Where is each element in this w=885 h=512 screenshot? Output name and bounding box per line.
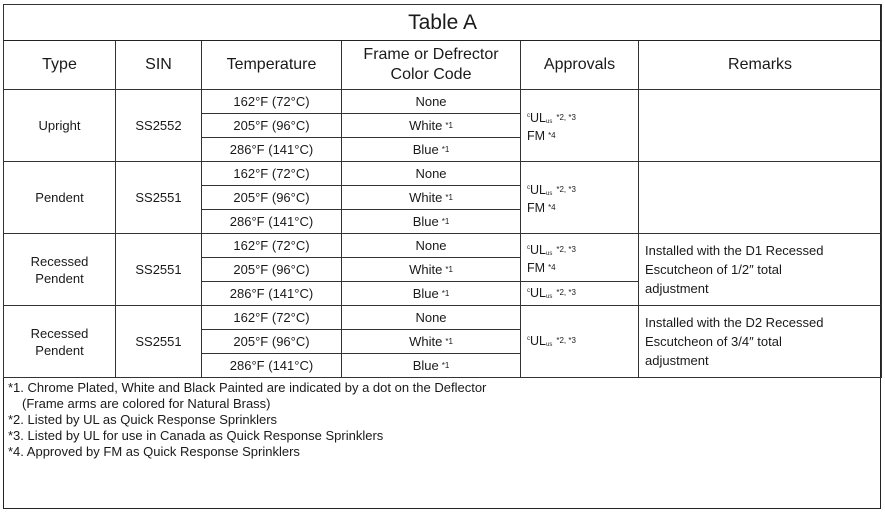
color-code-cell	[342, 90, 521, 114]
color-label: None	[415, 165, 447, 181]
footnote-3: *3. Listed by UL for use in Canada as Quick Response Sprinklers	[8, 428, 384, 443]
note-ref: *1	[445, 336, 453, 346]
ul-note-refs: *2, *3	[556, 287, 576, 297]
remarks-line: adjustment	[645, 281, 709, 296]
ul-note-refs: *2, *3	[556, 112, 576, 122]
c-mark: c	[527, 244, 530, 251]
ul-mark: UL	[530, 110, 546, 125]
color-code-cell	[342, 114, 521, 138]
remarks-line: Installed with the D1 Recessed	[645, 243, 824, 258]
us-mark: us	[545, 118, 553, 125]
ul-mark: UL	[530, 242, 546, 257]
type-cell	[4, 234, 116, 306]
type-label: Pendent	[35, 190, 84, 205]
temperature-cell: 162°F (72°C)	[202, 90, 342, 114]
c-mark: c	[527, 112, 530, 119]
c-mark: c	[527, 184, 530, 191]
ul-note-refs: *2, *3	[556, 184, 576, 194]
table-row	[4, 90, 882, 114]
color-code-cell	[342, 162, 521, 186]
color-code-cell	[342, 234, 521, 258]
fm-mark: FM	[527, 200, 546, 215]
remarks-line: Escutcheon of 3/4″ total	[645, 334, 782, 349]
sin-cell: SS2551	[116, 234, 202, 306]
type-cell	[4, 306, 116, 378]
table-row	[4, 234, 882, 258]
type-cell	[4, 90, 116, 162]
ul-note-refs: *2, *3	[556, 244, 576, 254]
header-temperature: Temperature	[202, 41, 342, 90]
temperature-cell: 205°F (96°C)	[202, 330, 342, 354]
color-label: Blue	[412, 213, 439, 229]
sin-cell: SS2551	[116, 162, 202, 234]
fm-mark: FM	[527, 260, 546, 275]
table-title: Table A	[4, 5, 882, 41]
c-mark: c	[527, 335, 530, 342]
fm-approval	[527, 129, 634, 143]
temperature-cell: 162°F (72°C)	[202, 162, 342, 186]
temperature-cell: 162°F (72°C)	[202, 234, 342, 258]
footnote-4: *4. Approved by FM as Quick Response Sprinklers	[8, 444, 300, 459]
footnote-2: *2. Listed by UL as Quick Response Sprinklers	[8, 412, 278, 427]
remarks-cell	[639, 306, 882, 378]
us-mark: us	[545, 293, 553, 300]
type-label: Upright	[38, 118, 81, 133]
approvals-cell	[521, 90, 639, 162]
us-mark: us	[545, 250, 553, 257]
color-label: None	[415, 237, 447, 253]
color-code-cell	[342, 210, 521, 234]
approvals-cell	[521, 306, 639, 378]
ul-note-refs: *2, *3	[556, 335, 576, 345]
color-label: White	[409, 117, 443, 133]
fm-approval	[527, 261, 634, 275]
ul-mark: UL	[530, 182, 546, 197]
header-color-code-line1: Frame or Defrector	[363, 46, 499, 63]
note-ref: *1	[441, 360, 450, 370]
fm-note-ref: *4	[548, 202, 556, 212]
us-mark: us	[545, 341, 553, 348]
note-ref: *1	[441, 216, 450, 226]
color-code-cell	[342, 258, 521, 282]
note-ref: *1	[445, 264, 453, 274]
remarks-cell	[639, 162, 882, 234]
remarks-line: Escutcheon of 1/2″ total	[645, 262, 782, 277]
header-sin: SIN	[116, 41, 202, 90]
remarks-cell	[639, 90, 882, 162]
ul-mark: UL	[530, 333, 546, 348]
color-code-cell	[342, 306, 521, 330]
temperature-cell: 286°F (141°C)	[202, 282, 342, 306]
remarks-cell	[639, 234, 882, 306]
ul-mark: UL	[530, 285, 546, 300]
type-label-line2: Pendent	[35, 342, 84, 358]
color-label: None	[415, 309, 447, 325]
color-label: White	[409, 333, 443, 349]
header-approvals: Approvals	[521, 41, 639, 90]
color-label: Blue	[412, 285, 439, 301]
note-ref: *1	[441, 288, 450, 298]
note-ref: *1	[445, 120, 453, 130]
header-row	[4, 41, 882, 90]
temperature-cell: 162°F (72°C)	[202, 306, 342, 330]
color-code-cell	[342, 186, 521, 210]
footnotes	[8, 380, 868, 460]
header-color-code-line2: Color Code	[390, 66, 472, 83]
fm-note-ref: *4	[548, 130, 556, 140]
sin-cell: SS2551	[116, 306, 202, 378]
table-row	[4, 306, 882, 330]
temperature-cell: 286°F (141°C)	[202, 138, 342, 162]
color-code-cell	[342, 354, 521, 378]
header-type: Type	[4, 41, 116, 90]
color-label: Blue	[412, 141, 439, 157]
color-label: None	[415, 93, 447, 109]
fm-mark: FM	[527, 128, 546, 143]
type-label-line2: Pendent	[35, 270, 84, 286]
fm-note-ref: *4	[548, 262, 556, 272]
type-cell	[4, 162, 116, 234]
footnote-1: *1. Chrome Plated, White and Black Painted are indicated by a dot on the Deflector	[8, 380, 487, 395]
type-label-line1: Recessed	[30, 253, 89, 269]
sin-cell: SS2552	[116, 90, 202, 162]
table-row	[4, 162, 882, 186]
us-mark: us	[545, 190, 553, 197]
type-label-line1: Recessed	[30, 325, 89, 341]
approvals-cell	[521, 282, 639, 306]
approvals-cell	[521, 162, 639, 234]
color-code-cell	[342, 330, 521, 354]
temperature-cell: 286°F (141°C)	[202, 210, 342, 234]
color-label: White	[409, 261, 443, 277]
color-code-cell	[342, 282, 521, 306]
footnote-1-continued: (Frame arms are colored for Natural Brass)	[22, 396, 271, 411]
header-color-code	[342, 41, 521, 90]
temperature-cell: 205°F (96°C)	[202, 186, 342, 210]
remarks-line: adjustment	[645, 353, 709, 368]
header-remarks: Remarks	[639, 41, 882, 90]
table-a	[3, 4, 882, 378]
remarks-line: Installed with the D2 Recessed	[645, 315, 824, 330]
note-ref: *1	[445, 192, 453, 202]
approvals-cell	[521, 234, 639, 282]
note-ref: *1	[441, 144, 450, 154]
temperature-cell: 205°F (96°C)	[202, 258, 342, 282]
c-mark: c	[527, 287, 530, 294]
temperature-cell: 205°F (96°C)	[202, 114, 342, 138]
fm-approval	[527, 201, 634, 215]
color-label: Blue	[412, 357, 439, 373]
color-label: White	[409, 189, 443, 205]
color-code-cell	[342, 138, 521, 162]
temperature-cell: 286°F (141°C)	[202, 354, 342, 378]
